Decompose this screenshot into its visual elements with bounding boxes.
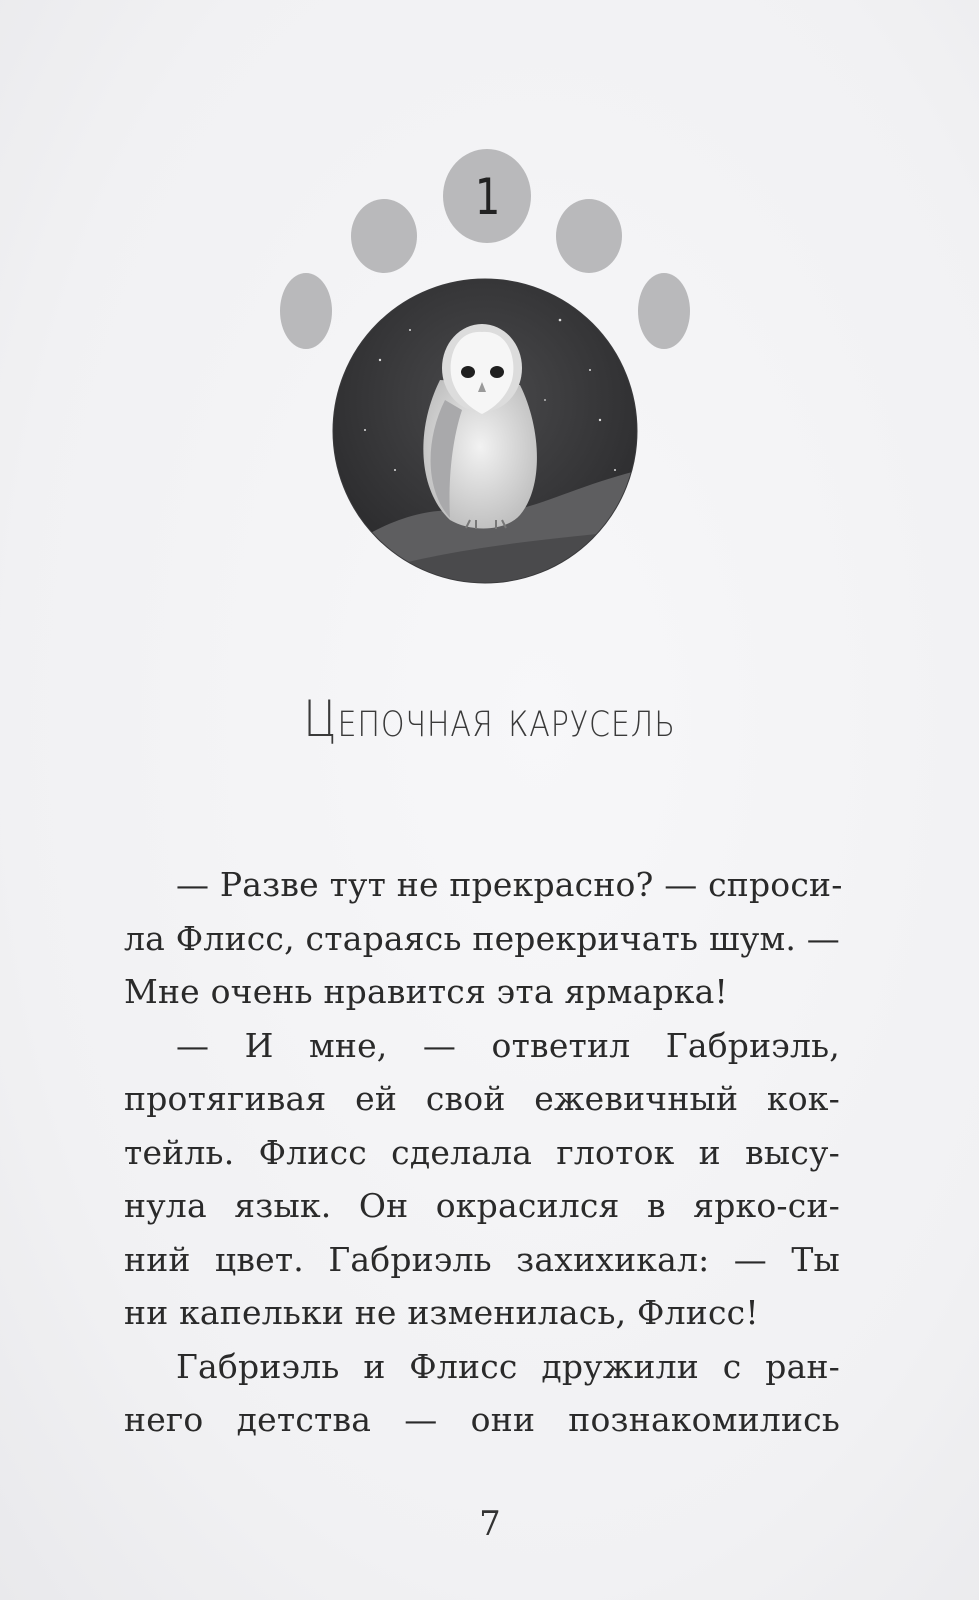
text-line: нула язык. Он окрасился в ярко-си- — [124, 1186, 840, 1225]
text-line: тейль. Флисс сделала глоток и высу- — [124, 1132, 840, 1172]
page-number: 7 — [479, 1504, 501, 1544]
chapter-title: Цепочная карусель — [303, 690, 676, 748]
text-line: Мне очень нравится эта ярмарка! — [124, 972, 728, 1011]
chapter-body-text — [124, 858, 843, 1447]
text-line: ла Флисс, стараясь перекричать шум. — — [124, 918, 840, 958]
text-line: ни капельки не изменилась, Флисс! — [124, 1293, 759, 1332]
paw-toe-left — [280, 273, 332, 349]
text-line: Габриэль и Флисс дружили с ран- — [176, 1346, 840, 1386]
text-line: — Разве тут не прекрасно? — спроси- — [176, 865, 843, 904]
paw-toe-right — [638, 273, 690, 349]
chapter-number: 1 — [474, 168, 502, 226]
paw-toe-right-inner — [556, 199, 622, 273]
text-line: ний цвет. Габриэль захихикал: — Ты — [124, 1239, 840, 1279]
paw-print-ornament — [0, 0, 979, 620]
paw-toe-left-inner — [351, 199, 417, 273]
text-line: — И мне, — ответил Габриэль, — [176, 1025, 840, 1065]
text-line: протягивая ей свой ежевичный кок- — [124, 1079, 840, 1118]
text-line: него детства — они познакомились — [124, 1400, 840, 1439]
